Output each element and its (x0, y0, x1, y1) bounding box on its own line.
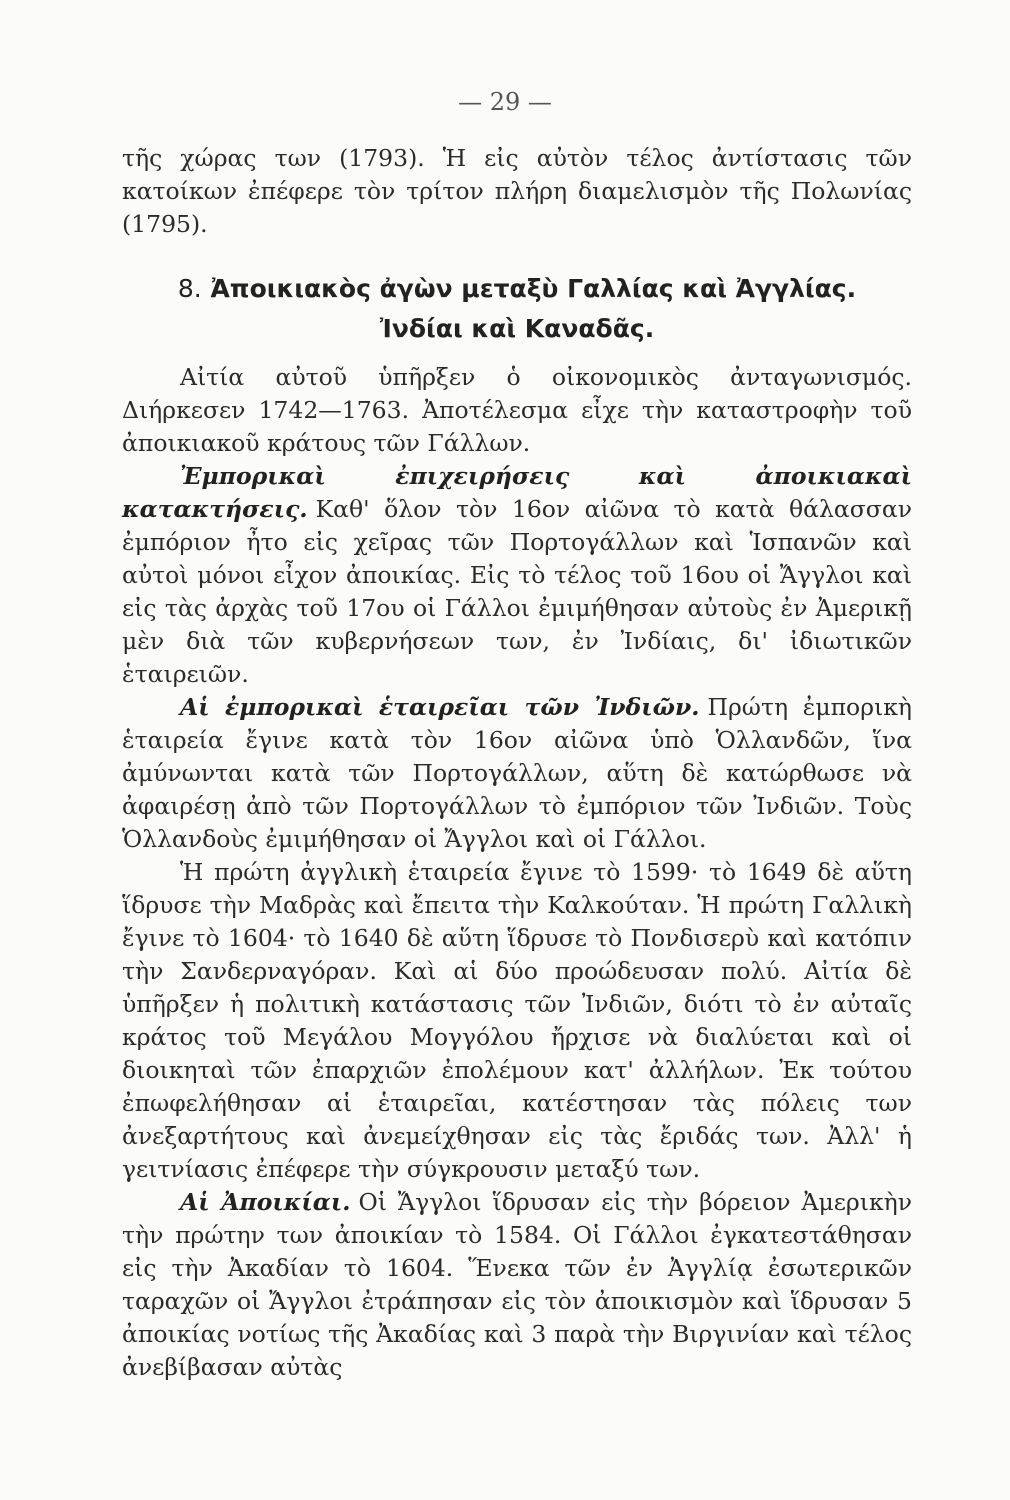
paragraph-lead: Ἐμπορικαὶ ἐπιχειρήσεις καὶ ἀποικιακαὶ κατακτήσεις. (122, 462, 912, 523)
section-title-line2: Ἰνδίαι καὶ Καναδᾶς. (379, 314, 655, 343)
page-number: — 29 — (458, 88, 552, 116)
paragraph-lead: Αἱ ἐμπορικαὶ ἑταιρεῖαι τῶν Ἰνδιῶν. (180, 693, 700, 721)
paragraph-text: Ἡ πρώτη ἀγγλικὴ ἑταιρεία ἔγινε τὸ 1599· τὸ 1649 δὲ αὕτη ἵδρυσε τὴν Μαδρὰς καὶ ἔπειτα τὴν Καλκούταν. Ἡ πρώτη Γαλλικὴ ἔγινε τὸ 1604· τὸ 1640 δὲ αὕτη ἵδρυσε τὸ Πονδισερὺ καὶ κατόπιν τὴν Σανδερναγόραν. Καὶ αἱ δύο προώδευσαν πολύ. Αἰτία δὲ ὑπῆρξεν ἡ πολιτικὴ κατάστασις τῶν Ἰνδιῶν, διότι τὸ ἐν αὐταῖς κράτος τοῦ Μεγάλου Μογγόλου ἤρχισε νὰ διαλύεται καὶ οἱ διοικηταὶ τῶν ἐπαρχιῶν ἐπολέμουν κατ' ἀλλήλων. Ἐκ τούτου ἐπωφελήθησαν αἱ ἑταιρεῖαι, κατέστησαν τὰς πόλεις των ἀνεξαρτήτους καὶ ἀνεμείχθησαν εἰς τὰς ἔριδάς των. Ἀλλ' ἡ γειτνίασις ἐπέφερε τὴν σύγκρουσιν μεταξύ των. (122, 858, 912, 1183)
paragraph-trading-companies (122, 691, 912, 856)
paragraph-cause (122, 361, 912, 460)
paragraph-lead: Αἱ Ἀποικίαι. (180, 1188, 351, 1216)
paragraph-commercial-enterprises (122, 460, 912, 691)
section-heading (122, 269, 912, 349)
section-title-line1: Ἀποικιακὸς ἀγὼν μεταξὺ Γαλλίας καὶ Ἀγγλίας. (210, 274, 857, 303)
paragraph-text: Αἰτία αὐτοῦ ὑπῆρξεν ὁ οἰκονομικὸς ἀνταγωνισμός. Διήρκεσεν 1742—1763. Ἀποτέλεσμα εἶχε τὴν καταστροφὴν τοῦ ἀποικιακοῦ κράτους τῶν Γάλλων. (122, 363, 912, 457)
section-number: 8. (177, 274, 202, 303)
paragraph-english-french-companies (122, 856, 912, 1186)
paragraph-colonies (122, 1186, 912, 1384)
paragraph-text: Οἱ Ἄγγλοι ἵδρυσαν εἰς τὴν βόρειον Ἀμερικὴν τὴν πρώτην των ἀποικίαν τὸ 1584. Οἱ Γάλλοι ἐγκατεστάθησαν εἰς τὴν Ἀκαδίαν τὸ 1604. Ἕνεκα τῶν ἐν Ἀγγλίᾳ ἐσωτερικῶν ταραχῶν οἱ Ἄγγλοι ἐτράπησαν εἰς τὸν ἀποικισμὸν καὶ ἵδρυσαν 5 ἀποικίας νοτίως τῆς Ἀκαδίας καὶ 3 παρὰ τὴν Βιργινίαν καὶ τέλος ἀνεβίβασαν αὐτὰς (122, 1188, 913, 1381)
paragraph-text: Καθ' ὅλον τὸν 16ον αἰῶνα τὸ κατὰ θάλασσαν ἐμπόριον ἦτο εἰς χεῖρας τῶν Πορτογάλλων καὶ Ἱσπανῶν καὶ αὐτοὶ μόνοι εἶχον ἀποικίας. Εἰς τὸ τέλος τοῦ 16ου οἱ Ἄγγλοι καὶ εἰς τὰς ἀρχὰς τοῦ 17ου οἱ Γάλλοι ἐμιμήθησαν αὐτοὺς ἐν Ἀμερικῇ μὲν διὰ τῶν κυβερνήσεων των, ἐν Ἰνδίαις, δι' ἰδιωτικῶν ἑταιρειῶν. (122, 495, 912, 688)
intro-paragraph: τῆς χώρας των (1793). Ἡ εἰς αὐτὸν τέλος ἀντίστασις τῶν κατοίκων ἐπέφερε τὸν τρίτον πλήρη διαμελισμὸν τῆς Πολωνίας (1795). (122, 144, 912, 238)
paragraph-text: Πρώτη ἐμπορικὴ ἑταιρεία ἔγινε κατὰ τὸν 16ον αἰῶνα ὑπὸ Ὁλλανδῶν, ἵνα ἀμύνωνται κατὰ τῶν Πορτογάλλων, αὕτη δὲ κατώρθωσε νὰ ἀφαιρέσῃ ἀπὸ τῶν Πορτογάλλων τὸ ἐμπόριον τῶν Ἰνδιῶν. Τοὺς Ὁλλανδοὺς ἐμιμήθησαν οἱ Ἄγγλοι καὶ οἱ Γάλλοι. (122, 693, 912, 853)
page-body (122, 142, 912, 1384)
